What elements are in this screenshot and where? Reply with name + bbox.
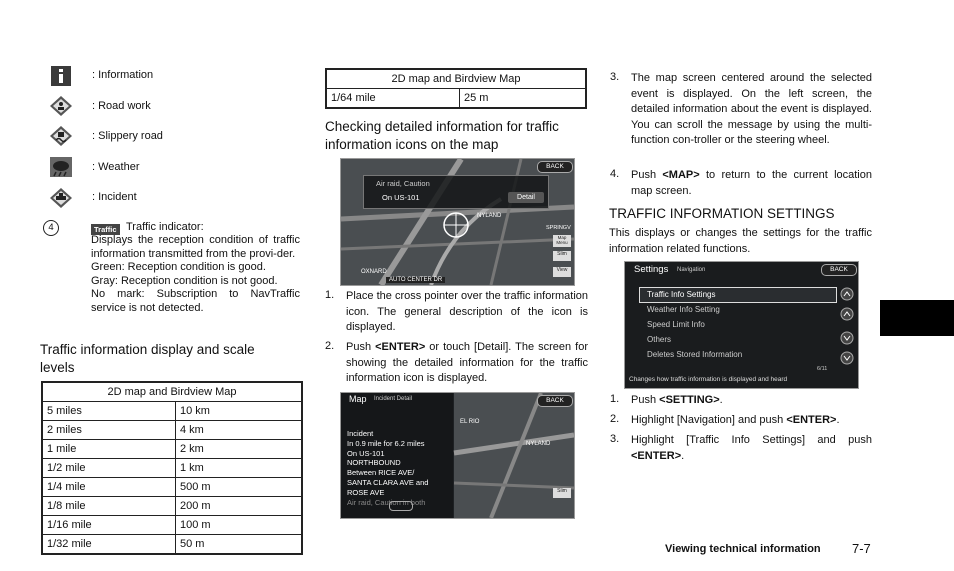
incident-detail-text[interactable] [347, 429, 453, 507]
settings-intro: This displays or changes the settings for the traffic information related functions. [609, 227, 872, 255]
back-button[interactable]: BACK [537, 161, 573, 173]
table-row [42, 478, 302, 497]
indicator-nomark: No mark: Subscription to NavTraffic service is not detected. [91, 288, 300, 314]
popup-road-text: On US-101 [382, 193, 420, 202]
map-bottom-street: AUTO CENTER DR [386, 277, 445, 283]
page-indicator: 6/11 [817, 366, 828, 372]
chapter-tab [880, 300, 954, 336]
map-place-label: SPRINGV [546, 225, 571, 231]
table-cell: 1/16 mile [42, 516, 176, 535]
map-menu-button[interactable]: Map Menu [553, 235, 571, 247]
page-number: 7-7 [852, 541, 871, 556]
step-text: Highlight [Traffic Info Settings] and push <ENTER>. [631, 434, 872, 462]
scale-section-heading: Traffic information display and scale levels [40, 342, 255, 375]
slim-button[interactable]: Slim [553, 488, 571, 498]
table-cell: 1 km [176, 459, 303, 478]
indicator-green: Green: Reception condition is good. [91, 261, 266, 273]
slim-button[interactable]: Slim [553, 251, 571, 261]
table-cell: 2 miles [42, 421, 176, 440]
menu-item-speed-limit-info[interactable]: Speed Limit Info [647, 320, 705, 329]
settings-screenshot [624, 261, 859, 389]
traffic-indicator-title: Traffic indicator: [126, 221, 204, 233]
detail-line: Between RICE AVE/ [347, 468, 415, 478]
screen-subtitle: Incident Detail [374, 396, 413, 402]
table-cell: 25 m [460, 89, 587, 109]
step-text: Push <MAP> to return to the current location map screen. [631, 169, 872, 197]
scale-table-header: 2D map and Birdview Map [42, 382, 302, 402]
popup-alert-text: Air raid, Caution [376, 179, 430, 188]
map-place-label: NYLAND [477, 213, 502, 219]
traffic-popup [363, 175, 549, 209]
table-cell: 1/32 mile [42, 535, 176, 555]
table-cell: 500 m [176, 478, 303, 497]
step-number: 2. [325, 340, 335, 352]
step-text: Push <ENTER> or touch [Detail]. The screen for showing the detailed information for the traffic information icon is displayed. [346, 341, 588, 384]
table-cell: 4 km [176, 421, 303, 440]
detail-line: On US-101 [347, 448, 385, 458]
scroll-buttons[interactable] [839, 286, 855, 366]
information-icon [50, 66, 72, 86]
weather-icon [50, 157, 72, 177]
menu-item-others[interactable]: Others [647, 335, 672, 344]
table-cell: 1/64 mile [326, 89, 460, 109]
table-cell: 1 mile [42, 440, 176, 459]
screen-subtitle: Navigation [677, 267, 706, 273]
settings-section-heading: TRAFFIC INFORMATION SETTINGS [609, 206, 835, 221]
screen-title: Map [349, 394, 367, 404]
detail-line: ROSE AVE [347, 487, 385, 497]
step-number: 4. [610, 168, 620, 180]
step-text: Place the cross pointer over the traffic information icon. The general description of the icon is displayed. [346, 290, 588, 333]
table-row [42, 497, 302, 516]
screen-title: Settings [634, 264, 669, 275]
legend-label-information: : Information [92, 69, 154, 81]
table-cell: 1/2 mile [42, 459, 176, 478]
traffic-indicator-badge: Traffic [91, 224, 120, 235]
back-button[interactable]: BACK [537, 395, 573, 407]
legend-label-road-work: : Road work [92, 100, 151, 112]
slippery-road-icon [50, 126, 72, 146]
table-row [42, 421, 302, 440]
detail-line: NORTHBOUND [347, 458, 401, 468]
table-cell: 2 km [176, 440, 303, 459]
detail-button[interactable]: Detail [508, 192, 544, 203]
legend-label-weather: : Weather [92, 161, 140, 173]
step-number: 3. [610, 433, 620, 445]
scale-table-header: 2D map and Birdview Map [326, 69, 586, 89]
menu-item-traffic-info-settings[interactable]: Traffic Info Settings [647, 290, 716, 299]
step-number: 2. [610, 413, 620, 425]
detail-line: Incident [347, 429, 374, 438]
map-place-label: EL RIO [460, 419, 480, 425]
detail-line: Air raid, Caution in both [347, 497, 426, 507]
table-cell: 1/8 mile [42, 497, 176, 516]
table-row [326, 89, 586, 109]
legend-label-incident: : Incident [92, 191, 137, 203]
item-number-badge: 4 [43, 220, 59, 236]
table-row [42, 459, 302, 478]
incident-detail-screenshot [340, 392, 575, 519]
indicator-gray: Gray: Reception condition is not good. [91, 274, 278, 287]
legend-label-slippery-road: : Slippery road [92, 130, 163, 142]
detail-section-heading: Checking detailed information for traffic information icons on the map [325, 119, 559, 152]
back-button[interactable]: BACK [821, 264, 857, 276]
step-number: 1. [325, 289, 335, 301]
step-number: 3. [610, 71, 620, 83]
map-screenshot-popup [340, 158, 575, 286]
table-cell: 10 km [176, 402, 303, 421]
menu-item-weather-info-setting[interactable]: Weather Info Setting [647, 305, 720, 314]
table-row [42, 516, 302, 535]
table-cell: 5 miles [42, 402, 176, 421]
traffic-indicator-description [91, 234, 300, 315]
map-place-label: NYLAND [526, 441, 551, 447]
detail-line: SANTA CLARA AVE and [347, 477, 429, 487]
indicator-desc: Displays the reception condition of traffic information transmitted from the provi-der. [91, 234, 300, 260]
menu-item-deletes-stored-information[interactable]: Deletes Stored Information [647, 350, 743, 359]
table-row [42, 535, 302, 555]
step-text: Push <SETTING>. [631, 394, 723, 406]
scroll-down-icon[interactable] [389, 501, 413, 511]
step-number: 1. [610, 393, 620, 405]
scale-table [41, 381, 303, 555]
footer-section-title: Viewing technical information [665, 543, 821, 555]
table-cell: 1/4 mile [42, 478, 176, 497]
incident-icon [50, 188, 72, 208]
detail-line: In 0.9 mile for 6.2 miles [347, 438, 425, 448]
step-text: The map screen centered around the selected event is displayed. On the left screen, the detailed information about the event is displayed. You can scroll the message by using the multi-function con-troller or the steering wheel. [631, 72, 872, 146]
table-row [42, 440, 302, 459]
road-work-icon [50, 96, 72, 116]
view-button[interactable]: View [553, 267, 571, 277]
table-cell: 50 m [176, 535, 303, 555]
table-row [42, 402, 302, 421]
step-text: Highlight [Navigation] and push <ENTER>. [631, 414, 840, 426]
settings-footer-hint: Changes how traffic information is displayed and heard [629, 376, 788, 383]
scale-table-continued [325, 68, 587, 109]
table-cell: 200 m [176, 497, 303, 516]
map-place-label: OXNARD [361, 269, 387, 275]
table-cell: 100 m [176, 516, 303, 535]
